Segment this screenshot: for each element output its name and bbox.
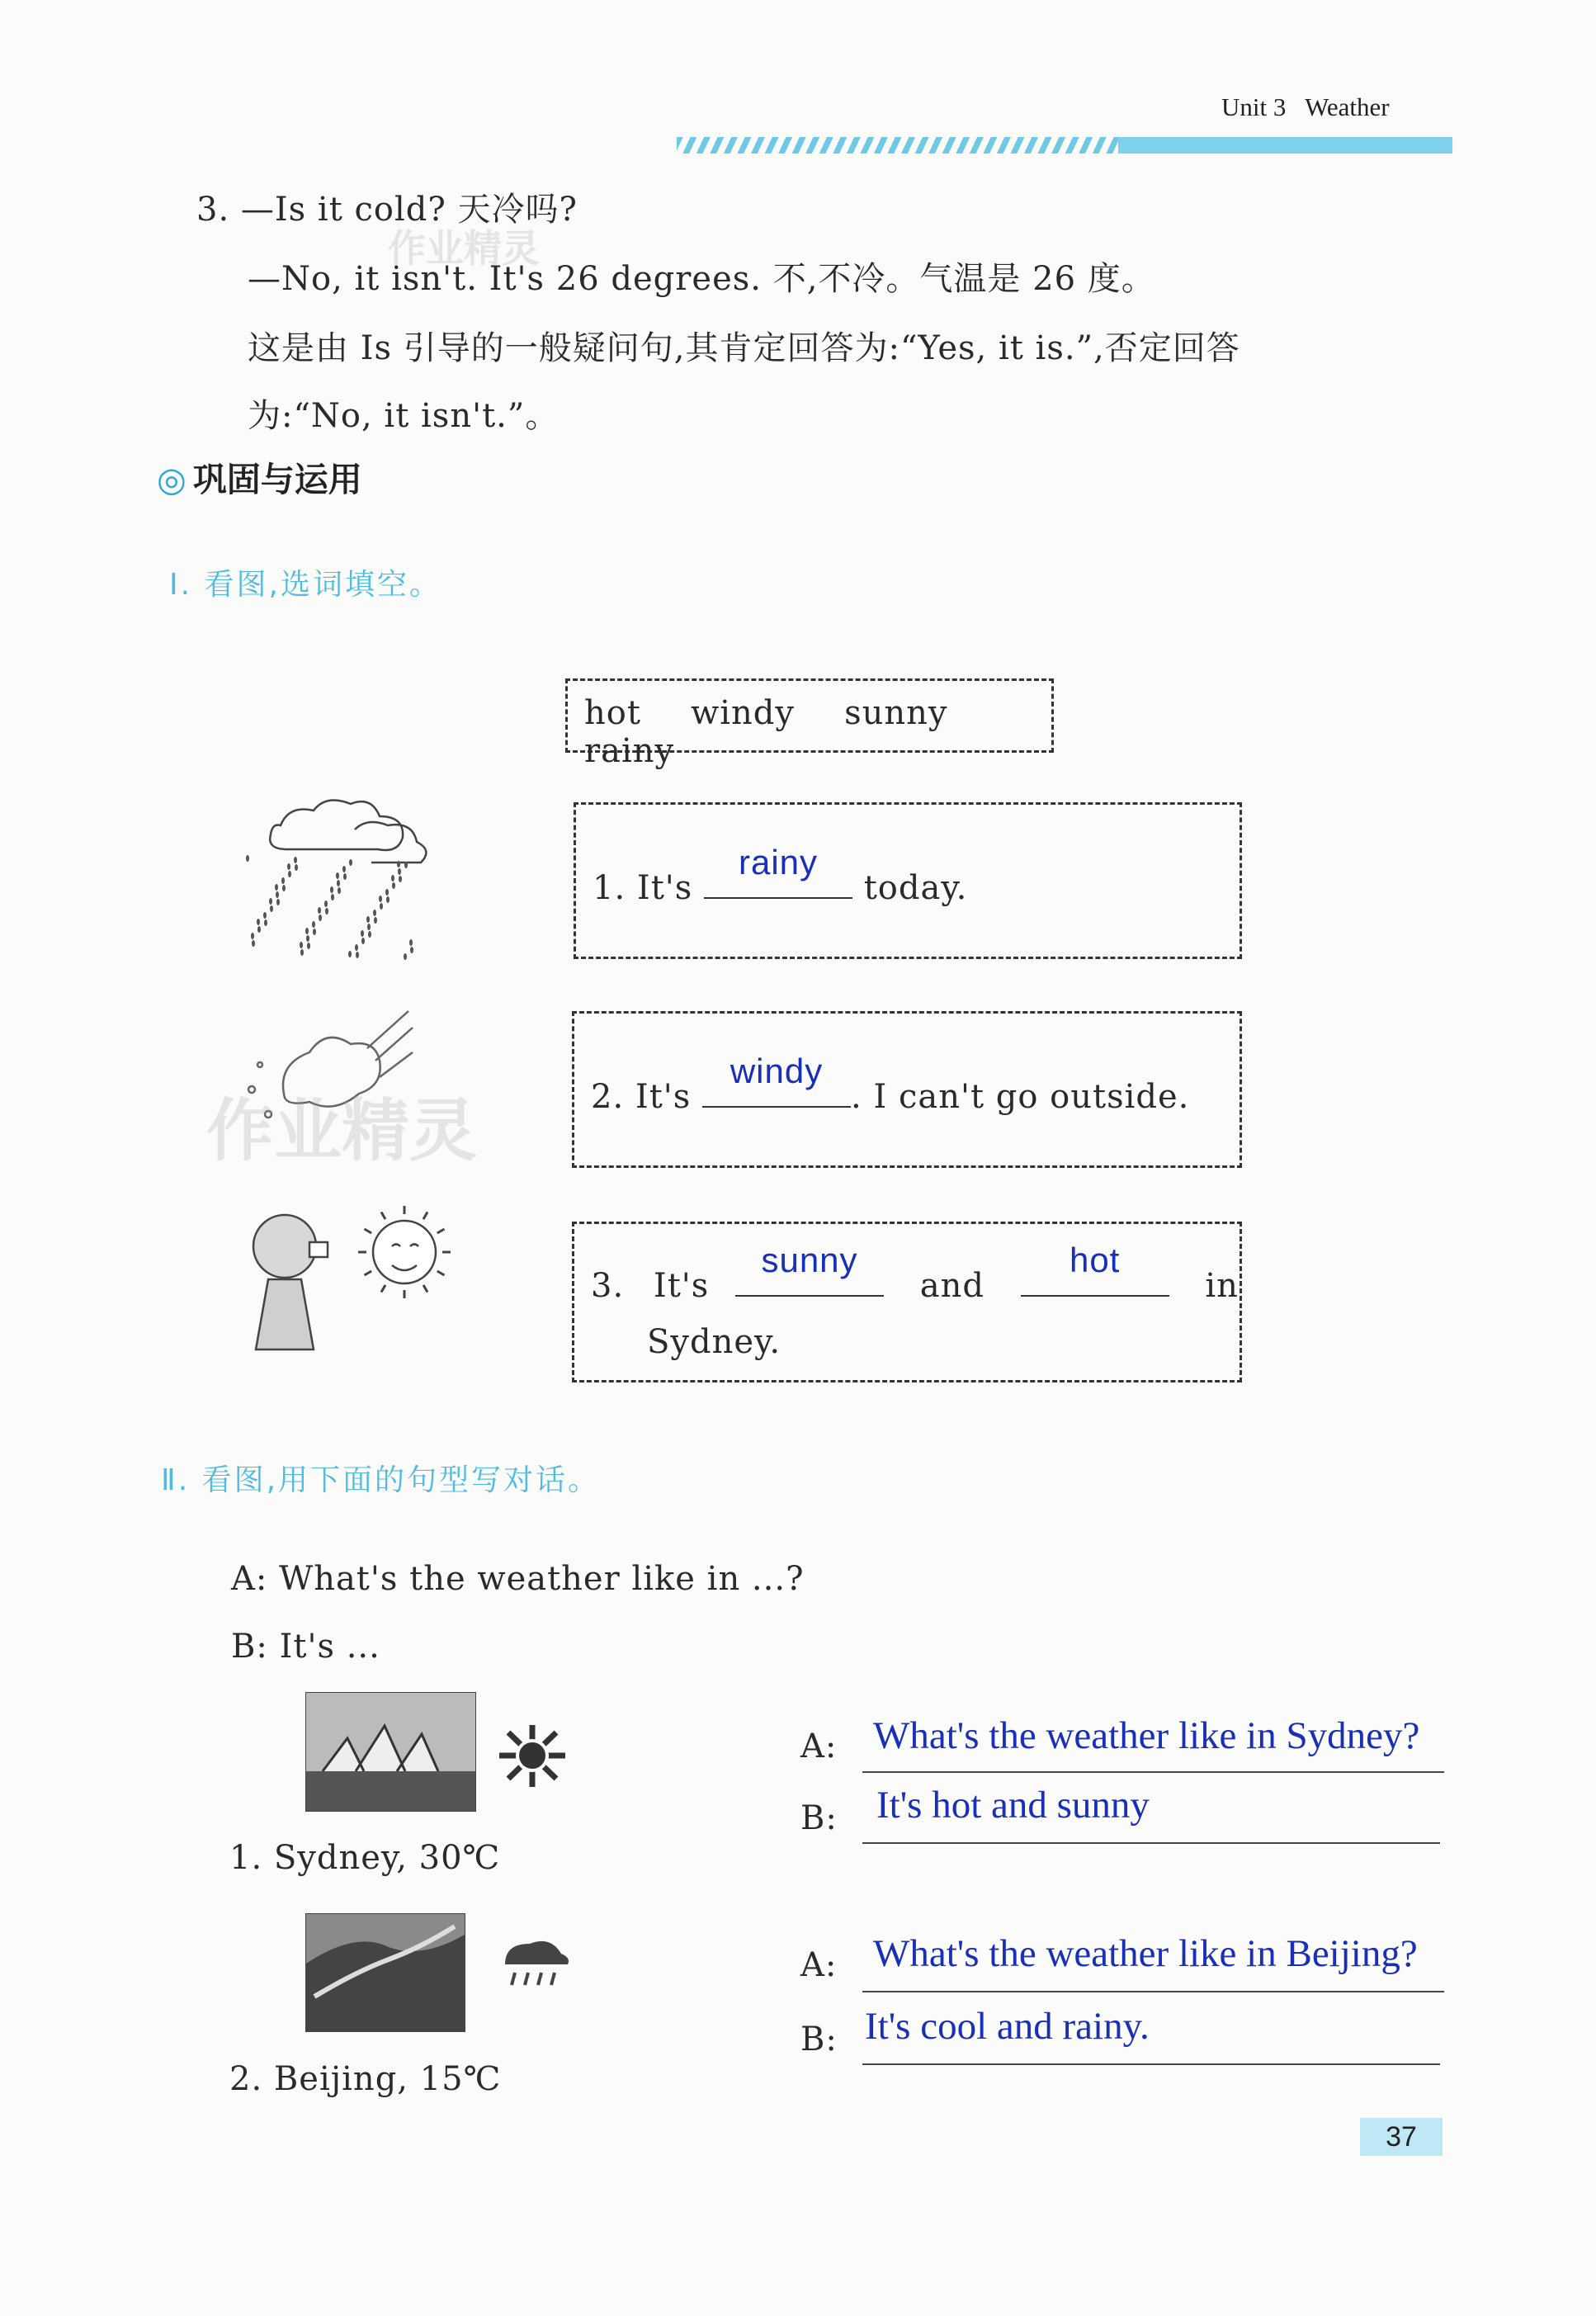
answer-line	[862, 1842, 1440, 1844]
watermark-small: 作业精灵	[388, 226, 540, 271]
note-line-1: 3. —Is it cold? 天冷吗?	[196, 191, 578, 229]
rain-drop	[356, 952, 359, 958]
word-bank-word: sunny	[844, 694, 948, 732]
item-number: 1.	[593, 869, 626, 907]
ring-icon: ◎	[157, 460, 187, 499]
rain-drop	[264, 919, 267, 926]
item-text: It's	[635, 1078, 692, 1116]
rain-drop	[386, 896, 390, 903]
rain-drop	[391, 875, 394, 881]
rain-icon	[497, 1936, 571, 1993]
dialog-b-label: B:	[800, 1799, 838, 1837]
caption-beijing: 2. Beijing, 15℃	[229, 2060, 502, 2098]
dialog-a-label: A:	[800, 1946, 838, 1984]
item-text: . I can't go outside.	[851, 1078, 1190, 1116]
answer-blank[interactable]	[1021, 1241, 1169, 1297]
rain-drop	[324, 900, 328, 907]
rain-drop	[367, 924, 371, 930]
sun-ray	[437, 1229, 445, 1233]
sun-ray	[423, 1212, 427, 1220]
task1-title: Ⅰ. 看图,选词填空。	[169, 568, 441, 602]
rain-drop	[306, 935, 309, 942]
rain-drop	[398, 868, 401, 875]
answer-text: rainy	[738, 843, 819, 881]
great-wall-photo	[305, 1913, 465, 2032]
rain-drop	[374, 917, 377, 924]
word-bank	[565, 678, 1054, 770]
rain-drop	[343, 873, 347, 880]
rain-drop	[355, 944, 358, 951]
rain-drop	[380, 903, 383, 910]
rain-drop	[276, 891, 279, 898]
caption-sydney: 1. Sydney, 30℃	[229, 1839, 501, 1877]
item-text: It's	[636, 869, 693, 907]
rain-drop	[312, 921, 315, 928]
sun-ray	[437, 1271, 445, 1275]
dialog-a-answer[interactable]: What's the weather like in Beijing?	[873, 1932, 1418, 1975]
page-number: 37	[1360, 2118, 1443, 2156]
rain-drop	[313, 929, 316, 935]
rain-drop	[392, 882, 395, 889]
rain-drop	[263, 912, 267, 919]
sun-ray	[365, 1229, 372, 1233]
rain-drop	[404, 953, 407, 960]
rain-drop	[325, 908, 328, 915]
answer-blank[interactable]	[704, 843, 852, 899]
rain-drop	[397, 861, 400, 867]
answer-line	[862, 1991, 1444, 1992]
rain-drop	[257, 926, 261, 933]
page-header	[1221, 92, 1390, 122]
item-text: today.	[863, 869, 968, 907]
item-number: 3.	[591, 1267, 625, 1305]
rain-drop	[348, 951, 352, 957]
answer-text: hot	[1069, 1241, 1121, 1279]
rain-drop	[404, 862, 408, 868]
rain-drop	[373, 910, 376, 916]
rain-cloud-icon	[231, 792, 454, 966]
answer-blank[interactable]	[702, 1052, 851, 1108]
header-decorative-bar-solid	[1118, 137, 1452, 154]
rain-drop	[410, 947, 413, 953]
rain-drop	[336, 872, 339, 879]
rain-drop	[300, 949, 304, 956]
sun-ray	[381, 1212, 385, 1220]
rain-drop	[270, 905, 273, 912]
rain-drop	[282, 885, 286, 891]
item-text: and	[919, 1267, 985, 1305]
rain-drop	[276, 899, 280, 905]
item-text: It's	[653, 1267, 710, 1305]
item-text-line2: Sydney.	[647, 1323, 781, 1361]
watermark: 作业精灵	[206, 1092, 478, 1170]
rain-drop	[337, 880, 340, 886]
word-bank-word: windy	[691, 694, 796, 732]
word-bank-word: rainy	[584, 732, 675, 770]
rain-drop	[342, 866, 346, 872]
dialog-b-answer[interactable]: It's cool and rainy.	[865, 2005, 1150, 2048]
rain-drop	[409, 939, 413, 946]
word-bank-word: hot	[584, 694, 641, 732]
dialog-b-answer[interactable]: It's hot and sunny	[876, 1784, 1150, 1827]
dialog-a-label: A:	[800, 1728, 838, 1765]
rain-drop	[269, 898, 272, 905]
answer-blank[interactable]	[735, 1241, 884, 1297]
section-title-text: 巩固与运用	[192, 460, 362, 499]
pattern-b: B: It's ...	[231, 1628, 380, 1666]
rain-drop	[251, 933, 254, 939]
dialog-a-answer[interactable]: What's the weather like in Sydney?	[873, 1714, 1420, 1757]
dialog-b-label: B:	[800, 2021, 838, 2058]
rain-drop	[379, 896, 382, 902]
rain-drop	[366, 916, 370, 923]
sun-ray	[423, 1285, 427, 1293]
rain-drop	[330, 886, 333, 893]
rain-drop	[257, 919, 260, 925]
fill-item-2	[572, 1011, 1242, 1168]
pattern-a: A: What's the weather like in ...?	[231, 1560, 805, 1598]
sun-ray	[365, 1271, 372, 1275]
item-text: in	[1205, 1267, 1239, 1305]
rain-drop	[331, 894, 334, 900]
unit-label: Unit 3	[1221, 92, 1287, 121]
rain-drop	[318, 907, 321, 914]
rain-drop	[294, 857, 297, 863]
answer-line	[862, 2063, 1440, 2065]
rain-drop	[305, 928, 309, 934]
answer-line	[862, 1771, 1444, 1773]
rain-drop	[319, 915, 322, 921]
fill-item-3	[572, 1222, 1242, 1383]
rain-drop	[246, 855, 249, 862]
rain-drop	[252, 940, 255, 947]
answer-text: sunny	[761, 1241, 858, 1279]
rain-drop	[385, 889, 389, 896]
rain-drop	[338, 887, 341, 894]
answer-text: windy	[730, 1052, 824, 1090]
sydney-opera-house-photo	[305, 1692, 476, 1812]
note-line-3: 这是由 Is 引导的一般疑问句,其肯定回答为:“Yes, it is.”,否定回答	[248, 329, 1240, 367]
girl-drinking-sun-illustration	[235, 1201, 475, 1366]
note-line-4: 为:“No, it isn't.”。	[248, 397, 560, 435]
rain-drop	[295, 864, 298, 871]
fill-item-1	[574, 802, 1242, 959]
rain-drop	[287, 863, 290, 870]
rain-drop	[368, 931, 371, 938]
sun-ray	[381, 1285, 385, 1293]
section-title	[157, 452, 362, 501]
rain-drop	[300, 942, 303, 948]
unit-title: Weather	[1305, 92, 1390, 121]
rain-drop	[361, 938, 365, 944]
task2-title: Ⅱ. 看图,用下面的句型写对话。	[161, 1463, 601, 1497]
rain-drop	[399, 876, 402, 882]
rain-drop	[288, 871, 291, 877]
rain-drop	[281, 877, 285, 884]
item-number: 2.	[591, 1078, 625, 1116]
rain-drop	[275, 884, 278, 891]
rain-drop	[361, 930, 364, 937]
note-line-2: —No, it isn't. It's 26 degrees. 不,不冷。气温是 26 度。	[248, 260, 1155, 298]
rain-drop	[307, 943, 310, 949]
sun-icon	[495, 1721, 569, 1791]
rain-drop	[349, 859, 352, 866]
